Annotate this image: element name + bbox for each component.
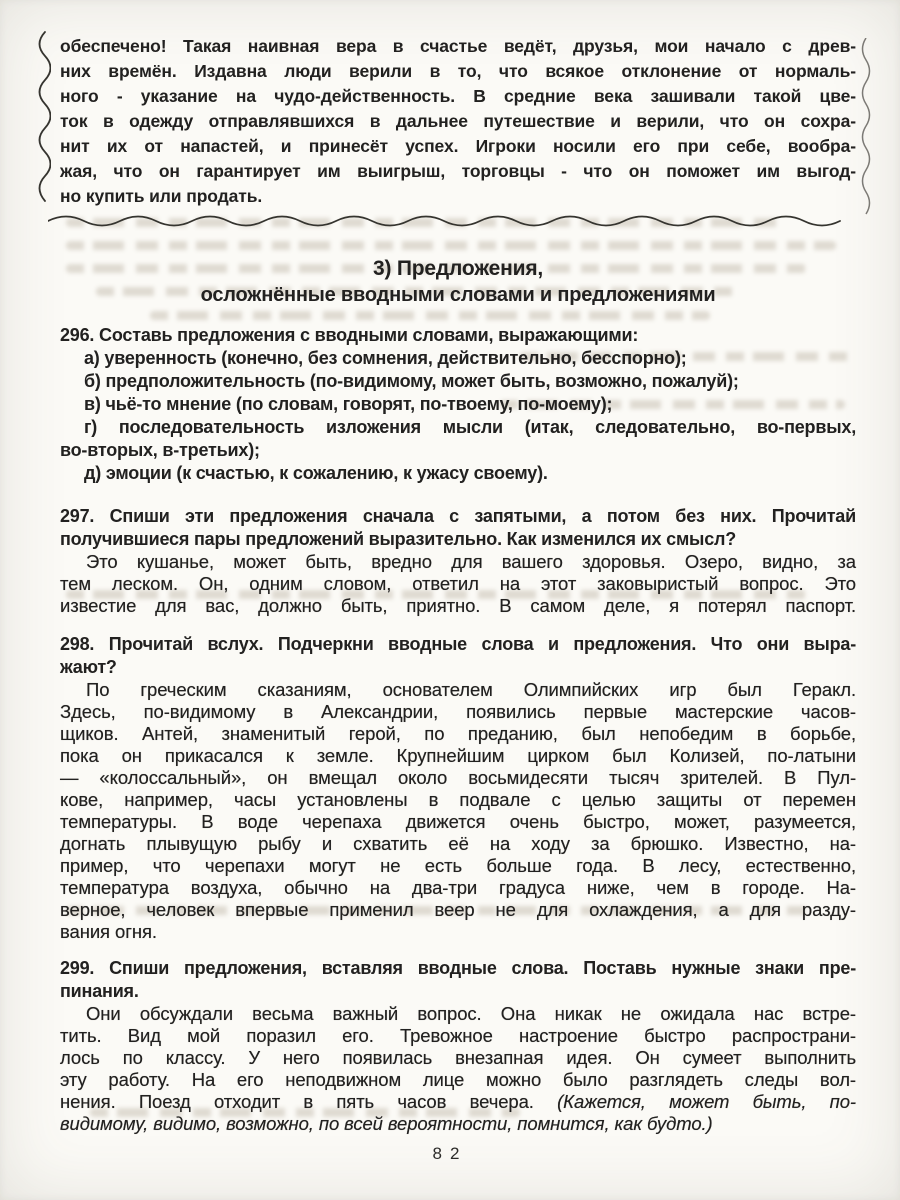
page-number: 82: [432, 1144, 468, 1163]
hint-words-italic: (Кажется, может быть, по-: [557, 1091, 856, 1112]
fragment-line: ного - указание на чудо-действенность. В средние века зашивали такой цве-: [60, 86, 856, 106]
torn-edge-bottom-icon: [48, 211, 860, 229]
text-line: кове, например, часы установлены в подвале с целью защиты от перемен: [60, 789, 856, 810]
text-line: — «колоссальный», он вмещал около восьмидесяти тысяч зрителей. В Пул-: [60, 767, 856, 788]
text-line: вания огня.: [60, 921, 157, 942]
exercise-298: [60, 633, 856, 943]
text-line: Здесь, по-видимому в Александрии, появились первые мастерские часов-: [60, 701, 856, 722]
text-line: температуры. В воде черепаха движется очень быстро, может, разумеется,: [60, 811, 856, 832]
exercise-title: получившиеся пары предложений выразительно. Как изменился их смысл?: [60, 529, 737, 549]
text-line: известие для вас, должно быть, приятно. В самом деле, я потерял паспорт.: [60, 595, 856, 616]
section-heading-line-2: осложнённые вводными словами и предложениями: [200, 284, 716, 306]
exercise-title: 299. Спиши предложения, вставляя вводные слова. Поставь нужные знаки пре-: [60, 958, 856, 978]
section-heading-line-1: 3) Предложения,: [372, 257, 544, 280]
text-line: тем леском. Он, одним словом, ответил на этот заковыристый вопрос. Это: [60, 573, 856, 594]
text-line: лось по классу. У него появилась внезапная идея. Он сумеет выполнить: [60, 1047, 856, 1068]
exercise-title: 298. Прочитай вслух. Подчеркни вводные слова и предложения. Что они выра-: [60, 634, 856, 654]
text-line: Они обсуждали весьма важный вопрос. Она никак не ожидала нас встре-: [86, 1003, 856, 1024]
torn-edge-left-icon: [33, 30, 51, 216]
exercise-title: 297. Спиши эти предложения сначала с запятыми, а потом без них. Прочитай: [60, 506, 856, 526]
fragment-line: ток в одежду отправлявшихся в дальнее путешествие и верили, что он сохра-: [60, 111, 856, 131]
exercise-item: д) эмоции (к счастью, к сожалению, к ужасу своему).: [84, 463, 548, 483]
text-line: пока он прикасался к земле. Крупнейшим цирком был Колизей, по-латыни: [60, 745, 856, 766]
text-line: щиков. Антей, знаменитый герой, по преданию, был непобедим в борьбе,: [60, 723, 856, 744]
exercise-item: а) уверенность (конечно, без сомнения, действительно, бесспорно);: [84, 348, 687, 368]
fragment-line: но купить или продать.: [60, 186, 263, 206]
text-line: тить. Вид мой поразил его. Тревожное настроение быстро распространи-: [60, 1025, 856, 1046]
fragment-line: них времён. Издавна люди верили в то, что всякое отклонение от нормаль-: [60, 61, 856, 81]
torn-edge-right-icon: [859, 38, 873, 218]
fragment-line: нит их от напастей, и принесёт успех. Игроки носили его при себе, вообра-: [60, 136, 856, 156]
torn-fragment: [60, 34, 856, 213]
text-line: верное, человек впервые применил веер не для охлаждения, а для разду-: [60, 899, 856, 920]
exercise-297: [60, 505, 856, 617]
section-heading: [60, 255, 856, 308]
text-line: пример, что черепахи могут не есть больше года. В лесу, естественно,: [60, 855, 856, 876]
fragment-line: обеспечено! Такая наивная вера в счастье ведёт, друзья, мои начало с древ-: [60, 36, 856, 56]
exercise-item: в) чьё-то мнение (по словам, говорят, по-твоему, по-моему);: [84, 394, 613, 414]
exercise-title: пинания.: [60, 981, 139, 1001]
exercise-296: [60, 324, 856, 485]
fragment-line: жая, что он гарантирует им выигрыш, торговцы - что он поможет им выгод-: [60, 161, 856, 181]
text-segment: нения. Поезд отходит в пять часов вечера.: [60, 1091, 534, 1112]
hint-words-italic: видимому, видимо, возможно, по всей вероятности, помнится, как будто.): [60, 1113, 713, 1134]
text-line: Это кушанье, может быть, вредно для вашего здоровья. Озеро, видно, за: [86, 551, 856, 572]
page-content: [60, 34, 856, 1135]
exercise-title: жают?: [60, 657, 117, 677]
exercise-title: 296. Составь предложения с вводными словами, выражающими:: [60, 325, 639, 345]
text-line: По греческим сказаниям, основателем Олимпийских игр был Геракл.: [86, 679, 856, 700]
text-line: эту работу. На его неподвижном лице можно было разглядеть следы вол-: [60, 1069, 856, 1090]
text-line: температура воздуха, обычно на два-три градуса ниже, чем в городе. На-: [60, 877, 856, 898]
exercise-299: [60, 957, 856, 1135]
exercise-item: г) последовательность изложения мысли (итак, следовательно, во-первых,: [84, 417, 856, 437]
exercise-item-continuation: во-вторых, в-третьих);: [60, 440, 260, 460]
exercise-item: б) предположительность (по-видимому, может быть, возможно, пожалуй);: [84, 371, 739, 391]
text-line-mixed: [60, 1091, 856, 1113]
text-line: догнать плывущую рыбу и схватить её на ходу за брюшко. Известно, на-: [60, 833, 856, 854]
